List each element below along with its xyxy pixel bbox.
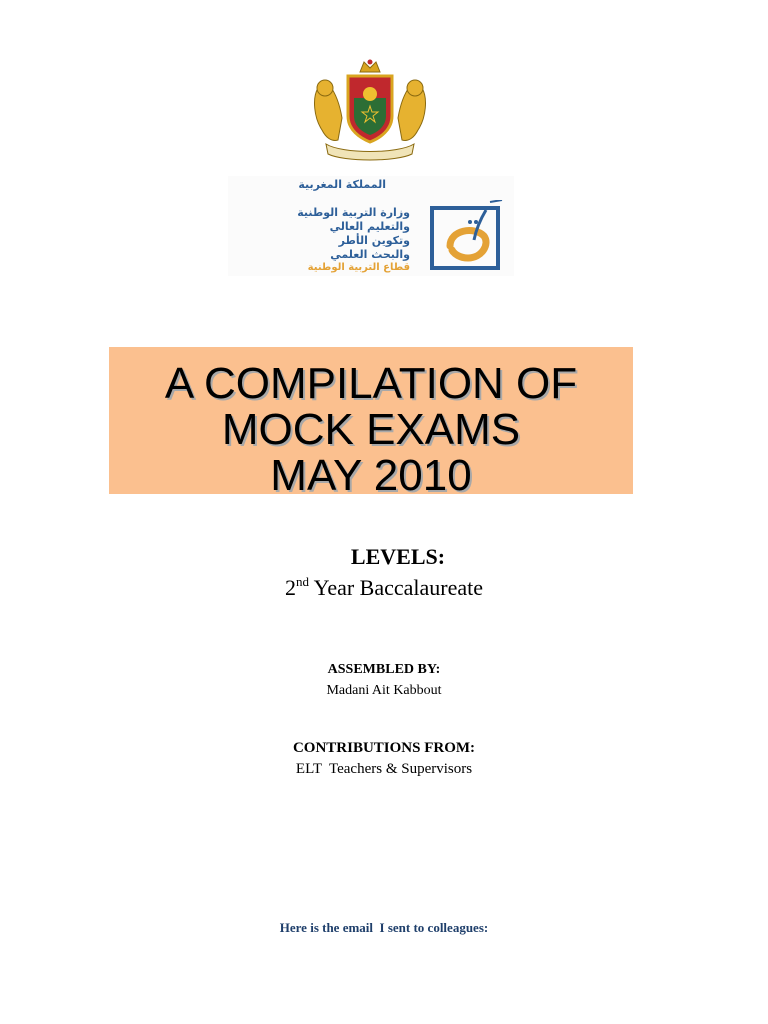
email-note: Here is the email I sent to colleagues: (279, 920, 489, 935)
ministry-arabic-line: والتعليم العالي (329, 220, 410, 233)
ministry-logo-icon (430, 200, 510, 272)
ministry-arabic-line: والبحث العلمي (330, 248, 410, 261)
coat-of-arms (308, 58, 432, 162)
levels-value-text: Year Baccalaureate (308, 575, 484, 600)
title-box (109, 347, 633, 500)
assembled-label: ASSEMBLED BY: (327, 662, 441, 677)
title-line: MOCK EXAMS (221, 405, 521, 454)
levels-ordinal-suffix: nd (295, 574, 309, 589)
contributions-value: ELT Teachers & Supervisors (295, 761, 473, 777)
ministry-arabic-line: وزارة التربية الوطنية (297, 206, 410, 219)
levels-value (0, 574, 768, 601)
levels-label: LEVELS: (350, 544, 446, 569)
ministry-arabic-line: المملكة المغربية (298, 178, 386, 191)
ministry-arabic-line: قطاع التربية الوطنية (307, 262, 410, 273)
coat-of-arms-icon (308, 58, 432, 162)
title-line: A COMPILATION OF (164, 359, 578, 408)
contributions-label: CONTRIBUTIONS FROM: (292, 740, 476, 756)
title-line: MAY 2010 (270, 451, 472, 500)
assembled-value: Madani Ait Kabbout (326, 683, 442, 698)
ministry-logo (228, 176, 514, 276)
levels-ordinal-number: 2 (284, 575, 296, 600)
ministry-arabic-line: وتكوين الأطر (338, 234, 410, 247)
